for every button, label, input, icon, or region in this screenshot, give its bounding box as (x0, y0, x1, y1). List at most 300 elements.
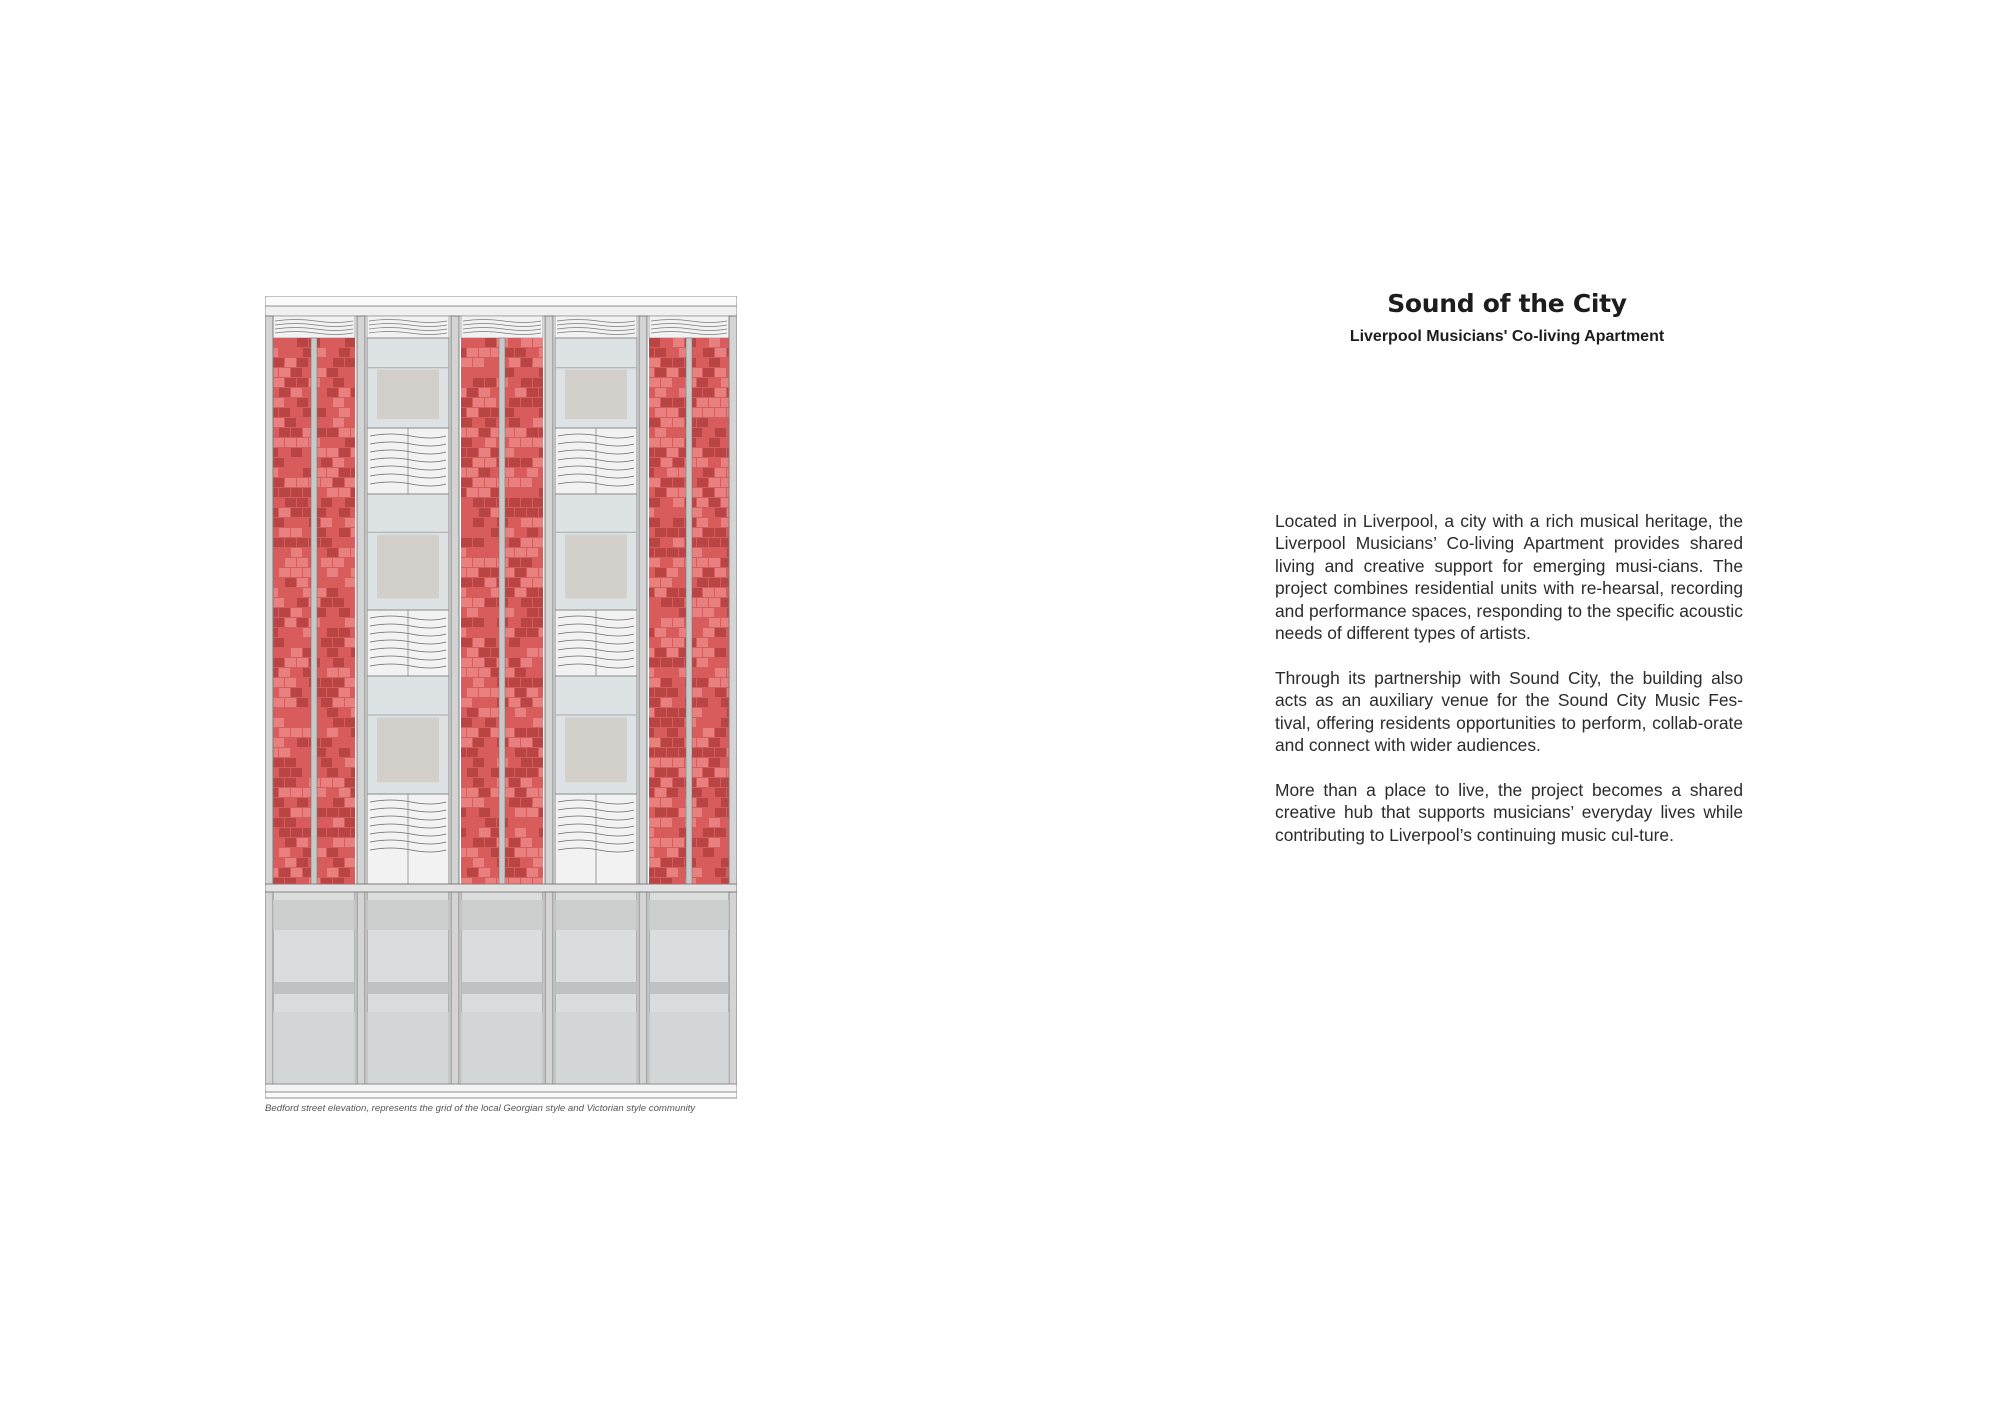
brick-tile (339, 408, 350, 417)
brick-tile (661, 698, 672, 707)
brick-tile (273, 468, 278, 477)
brick-tile (273, 818, 284, 827)
brick-tile (661, 718, 672, 727)
brick-tile (691, 628, 702, 637)
brick-tile (721, 438, 729, 447)
brick-tile (721, 638, 729, 647)
brick-tile (273, 558, 284, 567)
brick-tile (521, 618, 532, 627)
brick-tile (667, 828, 678, 837)
brick-tile (461, 638, 472, 647)
brick-tile (273, 868, 278, 877)
brick-tile (297, 578, 308, 587)
brick-tile (479, 768, 490, 777)
brick-tile (509, 718, 520, 727)
glazing-reflection-ground (273, 1012, 355, 1084)
brick-tile (279, 588, 290, 597)
brick-tile (297, 758, 308, 767)
brick-tile (297, 658, 308, 667)
brick-tile (327, 708, 338, 717)
brick-tile (321, 818, 332, 827)
brick-tile (521, 718, 532, 727)
brick-tile (479, 468, 490, 477)
brick-tile (297, 718, 308, 727)
brick-tile (539, 728, 543, 737)
brick-tile (485, 438, 496, 447)
brick-tile (467, 768, 478, 777)
brick-tile (697, 578, 708, 587)
brick-tile (649, 528, 654, 537)
brick-tile (539, 508, 543, 517)
brick-tile (351, 548, 355, 557)
brick-tile (709, 518, 720, 527)
brick-tile (721, 458, 729, 467)
brick-tile (461, 428, 466, 437)
brick-tile (649, 578, 660, 587)
brick-tile (485, 358, 496, 367)
brick-tile (661, 818, 672, 827)
brick-tile (515, 568, 526, 577)
brick-tile (339, 468, 350, 477)
brick-tile (521, 658, 532, 667)
brick-tile (721, 578, 729, 587)
brick-tile (339, 448, 350, 457)
brick-tile (539, 808, 543, 817)
brick-tile (351, 428, 355, 437)
brick-tile (327, 808, 338, 817)
brick-tile (667, 508, 678, 517)
brick-tile (297, 418, 308, 427)
brick-tile (655, 448, 666, 457)
brick-tile (273, 798, 284, 807)
brick-tile (321, 758, 332, 767)
brick-tile (473, 598, 484, 607)
brick-tile (649, 798, 660, 807)
brick-tile (327, 468, 338, 477)
brick-tile (715, 708, 726, 717)
brick-tile (715, 548, 726, 557)
brick-tile (485, 738, 496, 747)
brick-tile (273, 688, 278, 697)
glazing-reflection-road (273, 982, 355, 994)
brick-tile (273, 578, 284, 587)
brick-tile (649, 628, 654, 637)
brick-tile (533, 778, 543, 787)
brick-tile (539, 368, 543, 377)
brick-tile (321, 538, 332, 547)
brick-tile (473, 618, 484, 627)
roof-parapet (265, 306, 737, 316)
brick-tile (333, 478, 344, 487)
brick-tile (279, 388, 290, 397)
brick-tile (339, 808, 350, 817)
brick-tile (709, 718, 720, 727)
brick-tile (479, 508, 490, 517)
brick-tile (467, 808, 478, 817)
brick-tile (509, 638, 520, 647)
brick-tile (297, 778, 308, 787)
brick-tile (333, 418, 344, 427)
brick-tile (273, 458, 284, 467)
structural-column-4 (639, 316, 647, 1084)
brick-tile (351, 608, 355, 617)
brick-tile (527, 688, 538, 697)
brick-tile (649, 758, 660, 767)
brick-tile (697, 818, 708, 827)
brick-tile (697, 438, 708, 447)
brick-tile (527, 548, 538, 557)
brick-tile (515, 448, 526, 457)
brick-tile (649, 448, 654, 457)
brick-tile (655, 728, 666, 737)
brick-tile (273, 618, 284, 627)
brick-tile (467, 868, 478, 877)
brick-tile (721, 538, 729, 547)
brick-tile (473, 638, 484, 647)
brick-tile (673, 598, 684, 607)
brick-tile (691, 808, 702, 817)
brick-tile (649, 848, 654, 857)
brick-tile (667, 628, 678, 637)
brick-tile (649, 478, 660, 487)
brick-tile (649, 838, 660, 847)
brick-tile (273, 408, 278, 417)
brick-tile (273, 378, 284, 387)
brick-tile (539, 648, 543, 657)
brick-tile (673, 638, 684, 647)
brick-tile (509, 598, 520, 607)
brick-tile (691, 428, 702, 437)
brick-tile (539, 768, 543, 777)
brick-tile (321, 738, 332, 747)
brick-tile (467, 688, 478, 697)
brick-tile (327, 348, 338, 357)
brick-tile (697, 658, 708, 667)
brick-tile (485, 858, 496, 867)
brick-tile (333, 698, 344, 707)
brick-tile (515, 828, 526, 837)
brick-tile (339, 768, 350, 777)
brick-tile (515, 468, 526, 477)
brick-tile (297, 398, 308, 407)
brick-tile (321, 838, 332, 847)
brick-tile (461, 508, 466, 517)
brick-tile (467, 668, 478, 677)
brick-tile (351, 728, 355, 737)
brick-tile (667, 808, 678, 817)
brick-tile (655, 528, 666, 537)
brick-tile (461, 548, 466, 557)
brick-tile (279, 608, 290, 617)
brick-tile (691, 548, 702, 557)
brick-tile (509, 358, 520, 367)
brick-tile (297, 798, 308, 807)
brick-tile (703, 728, 714, 737)
brick-tile (649, 698, 660, 707)
brick-tile (703, 368, 714, 377)
brick-tile (527, 648, 538, 657)
brick-tile (709, 638, 720, 647)
brick-tile (691, 568, 702, 577)
brick-tile (509, 678, 520, 687)
brick-tile (285, 758, 296, 767)
brick-tile (691, 608, 702, 617)
brick-tile (649, 738, 660, 747)
window-reflection (565, 535, 627, 599)
brick-tile (521, 598, 532, 607)
brick-tile (345, 498, 355, 507)
brick-tile (527, 388, 538, 397)
brick-tile (297, 858, 308, 867)
brick-tile (539, 468, 543, 477)
brick-tile (703, 408, 714, 417)
brick-tile (273, 508, 278, 517)
brick-tile (533, 858, 543, 867)
brick-tile (533, 678, 543, 687)
brick-tile (473, 418, 484, 427)
brick-tile (721, 558, 729, 567)
brick-tile (661, 418, 672, 427)
brick-tile (661, 558, 672, 567)
brick-tile (533, 518, 543, 527)
brick-tile (649, 808, 654, 817)
brick-tile (285, 698, 296, 707)
brick-tile (691, 748, 702, 757)
brick-tile (473, 718, 484, 727)
brick-tile (649, 518, 660, 527)
brick-tile (291, 488, 302, 497)
brick-tile (351, 788, 355, 797)
brick-tile (709, 618, 720, 627)
brick-tile (345, 338, 355, 347)
brick-tile (709, 778, 720, 787)
brick-tile (691, 508, 702, 517)
brick-tile (285, 658, 296, 667)
brick-tile (461, 618, 472, 627)
brick-tile (461, 698, 472, 707)
brick-tile (461, 468, 466, 477)
brick-tile (521, 338, 532, 347)
brick-tile (461, 718, 472, 727)
window-reflection (377, 535, 439, 599)
brick-tile (273, 448, 278, 457)
brick-tile (345, 778, 355, 787)
brick-tile (479, 348, 490, 357)
brick-tile (273, 738, 284, 747)
brick-tile (703, 688, 714, 697)
brick-tile (461, 578, 472, 587)
brick-tile (473, 438, 484, 447)
brick-tile (479, 548, 490, 557)
brick-tile (721, 358, 729, 367)
brick-tile (467, 828, 478, 837)
brick-tile (673, 618, 684, 627)
brick-tile (285, 438, 296, 447)
brick-tile (285, 498, 296, 507)
brick-tile (291, 688, 302, 697)
brick-tile (691, 648, 702, 657)
brick-tile (691, 448, 702, 457)
brick-tile (273, 588, 278, 597)
brick-tile (715, 348, 726, 357)
brick-tile (673, 698, 684, 707)
brick-tile (691, 688, 702, 697)
brick-tile (351, 388, 355, 397)
brick-tile (655, 788, 666, 797)
brick-tile (473, 778, 484, 787)
brick-tile (291, 388, 302, 397)
brick-tile (515, 788, 526, 797)
brick-tile (339, 628, 350, 637)
brick-tile (485, 378, 496, 387)
brick-tile (321, 858, 332, 867)
brick-tile (321, 438, 332, 447)
brick-tile (461, 848, 466, 857)
brick-tile (673, 438, 684, 447)
brick-tile (345, 818, 355, 827)
brick-tile (351, 848, 355, 857)
brick-tile (667, 568, 678, 577)
brick-tile (515, 508, 526, 517)
brick-tile (533, 598, 543, 607)
brick-tile (539, 628, 543, 637)
brick-tile (539, 488, 543, 497)
brick-tile (655, 868, 666, 877)
brick-tile (473, 338, 484, 347)
brick-tile (509, 578, 520, 587)
brick-tile (351, 348, 355, 357)
brick-tile (649, 488, 654, 497)
brick-tile (473, 518, 484, 527)
brick-tile (667, 868, 678, 877)
brick-tile (333, 458, 344, 467)
brick-tile (345, 838, 355, 847)
brick-tile (667, 388, 678, 397)
brick-tile (291, 528, 302, 537)
brick-tile (291, 508, 302, 517)
brick-tile (273, 498, 284, 507)
brick-tile (467, 488, 478, 497)
brick-tile (667, 588, 678, 597)
brick-tile (273, 388, 278, 397)
elevation-caption: Bedford street elevation, represents the grid of the local Georgian style and Victorian style community (265, 1103, 696, 1114)
brick-tile (655, 628, 666, 637)
brick-tile (703, 748, 714, 757)
brick-tile (327, 568, 338, 577)
brick-tile (655, 848, 666, 857)
brick-tile (709, 458, 720, 467)
brick-tile (661, 518, 672, 527)
top-screen-panel-2 (461, 316, 543, 338)
brick-tile (527, 508, 538, 517)
brick-tile (479, 748, 490, 757)
brick-tile (539, 708, 543, 717)
brick-tile (291, 608, 302, 617)
brick-tile (649, 418, 660, 427)
brick-tile (345, 458, 355, 467)
brick-tile (321, 458, 332, 467)
brick-tile (479, 868, 490, 877)
structural-column-5 (729, 316, 737, 1084)
brick-tile (473, 838, 484, 847)
brick-tile (539, 428, 543, 437)
brick-tile (285, 518, 296, 527)
brick-tile (715, 768, 726, 777)
brick-tile (291, 828, 302, 837)
brick-tile (515, 848, 526, 857)
brick-tile (715, 488, 726, 497)
brick-tile (273, 858, 284, 867)
brick-tile (461, 658, 472, 667)
brick-tile (721, 658, 729, 667)
brick-tile (461, 338, 472, 347)
brick-tile (285, 778, 296, 787)
paragraph-sound-city: Through its partnership with Sound City, the building also acts as an auxiliary venue for the Sound City Music Fes-tival, offering residents opportunities to perform, collab-orate and connect with wider audiences. (1275, 667, 1743, 756)
brick-tile (467, 728, 478, 737)
brick-tile (285, 338, 296, 347)
brick-tile (351, 648, 355, 657)
brick-tile (479, 668, 490, 677)
brick-tile (297, 458, 308, 467)
brick-tile (527, 788, 538, 797)
brick-tile (333, 598, 344, 607)
brick-tile (327, 748, 338, 757)
brick-tile (661, 478, 672, 487)
brick-tile (333, 558, 344, 567)
brick-tile (661, 338, 672, 347)
brick-tile (485, 578, 496, 587)
brick-tile (473, 738, 484, 747)
top-screen-panel-3 (555, 316, 637, 338)
brick-tile (721, 418, 729, 427)
brick-tile (709, 738, 720, 747)
brick-tile (467, 588, 478, 597)
brick-tile (539, 828, 543, 837)
brick-tile (273, 678, 284, 687)
brick-tile (273, 648, 278, 657)
brick-tile (673, 798, 684, 807)
brick-tile (279, 488, 290, 497)
brick-tile (467, 368, 478, 377)
ground-floor-slab (265, 884, 737, 892)
brick-tile (285, 718, 296, 727)
brick-tile (467, 548, 478, 557)
brick-tile (321, 498, 332, 507)
brick-tile (691, 788, 702, 797)
brick-tile (697, 838, 708, 847)
brick-tile (285, 818, 296, 827)
brick-tile (709, 338, 720, 347)
brick-tile (533, 798, 543, 807)
brick-tile (339, 868, 350, 877)
brick-tile (479, 608, 490, 617)
brick-tile (697, 758, 708, 767)
brick-tile (673, 778, 684, 787)
brick-tile (667, 348, 678, 357)
brick-tile (649, 358, 660, 367)
brick-tile (655, 388, 666, 397)
brick-tile (291, 628, 302, 637)
brick-tile (345, 618, 355, 627)
brick-tile (527, 528, 538, 537)
brick-tile (285, 558, 296, 567)
brick-tile (461, 378, 472, 387)
brick-tile (539, 608, 543, 617)
brick-tile (467, 628, 478, 637)
brick-tile (649, 368, 654, 377)
brick-tile (715, 528, 726, 537)
brick-tile (479, 488, 490, 497)
